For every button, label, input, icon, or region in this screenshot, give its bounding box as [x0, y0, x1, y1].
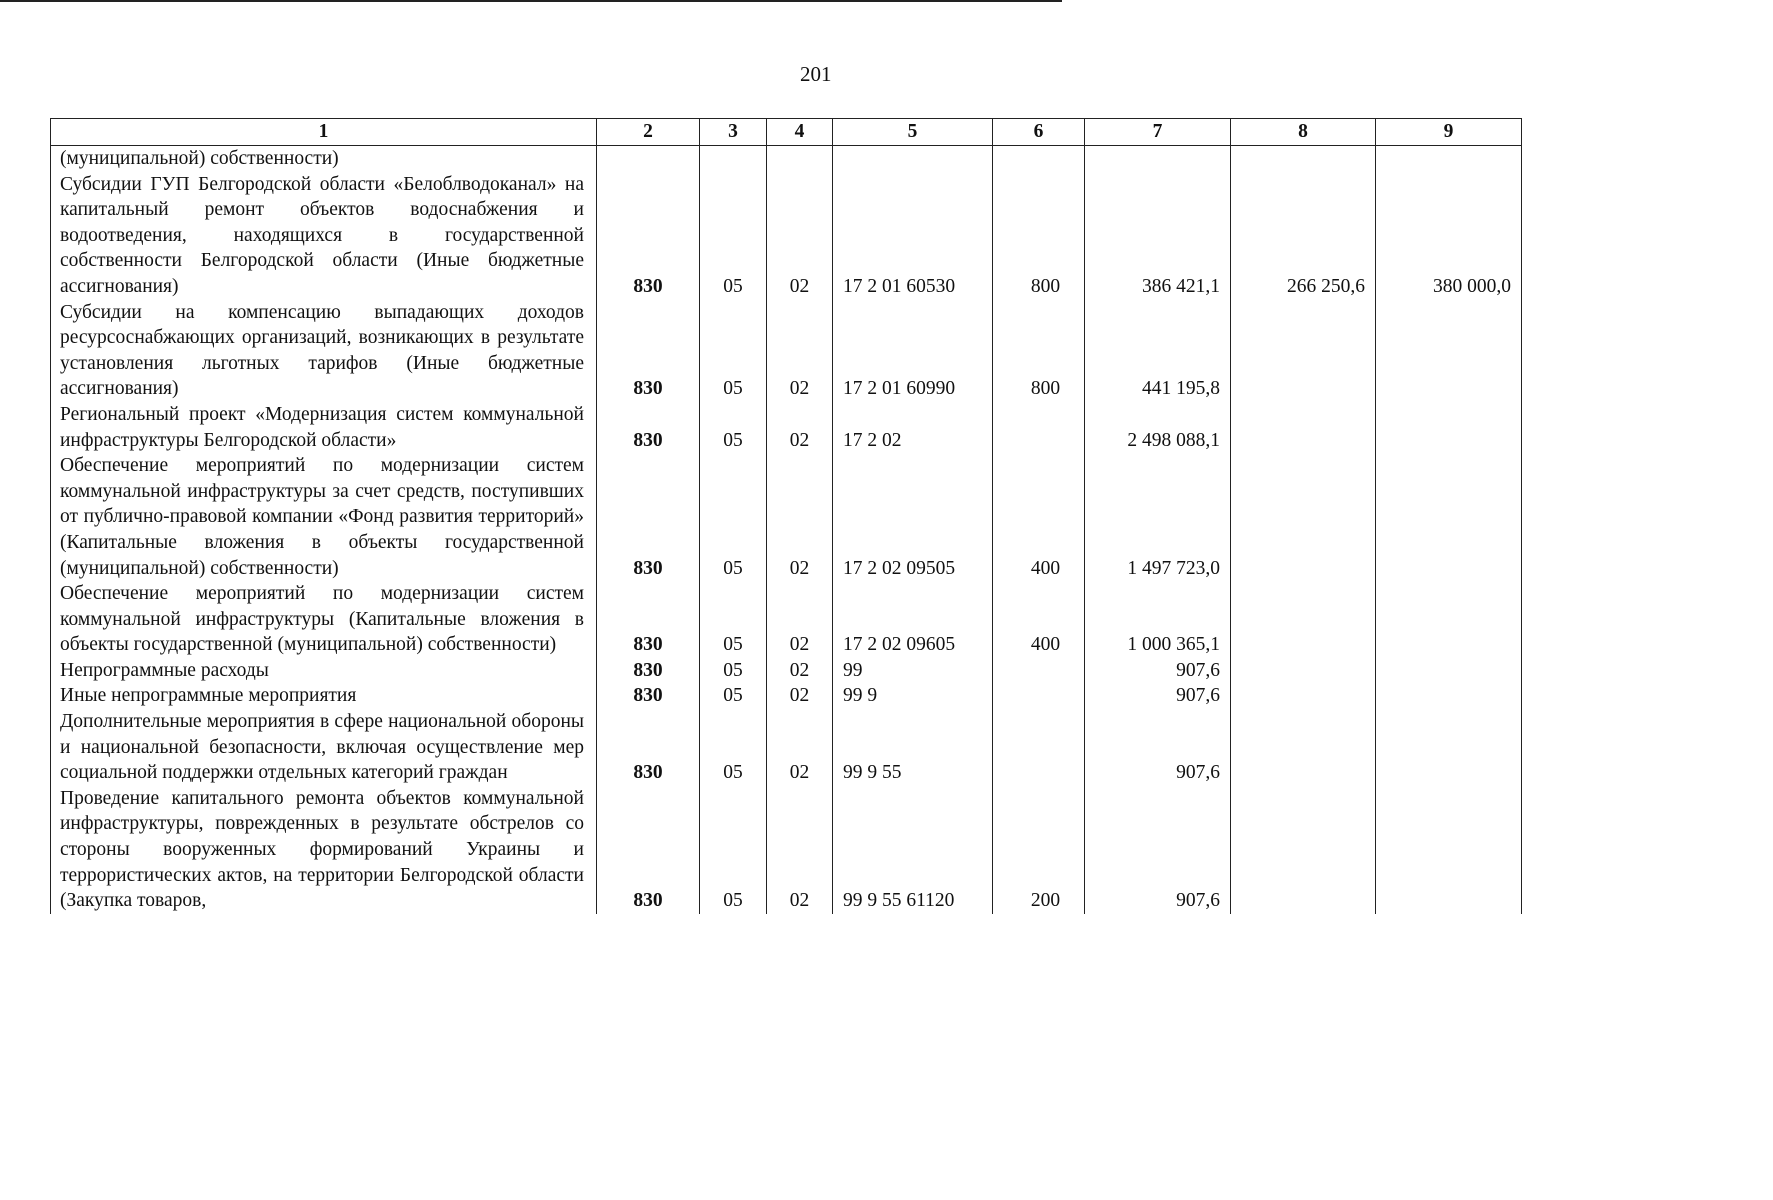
row-amount-col8	[1231, 581, 1376, 658]
row-amount-col7: 1 497 723,0	[1085, 453, 1231, 581]
row-section: 05	[700, 172, 767, 300]
row-amount-col8	[1231, 658, 1376, 684]
row-amount-col7	[1085, 146, 1231, 172]
table-row	[51, 581, 1522, 658]
row-subsection: 02	[767, 172, 833, 300]
budget-table	[50, 118, 1522, 914]
row-amount-col9: 380 000,0	[1376, 172, 1522, 300]
header-col-5: 5	[833, 119, 993, 146]
table-row	[51, 658, 1522, 684]
row-section: 05	[700, 683, 767, 709]
row-target-article	[833, 146, 993, 172]
row-expense-type: 200	[993, 786, 1085, 914]
row-name: Обеспечение мероприятий по модернизации систем коммунальной инфраструктуры (Капитальные вложения в объекты государственной (муниципальной) собственности)	[51, 581, 597, 658]
row-amount-col8	[1231, 683, 1376, 709]
row-code: 830	[597, 709, 700, 786]
row-section: 05	[700, 581, 767, 658]
row-subsection: 02	[767, 402, 833, 453]
row-code: 830	[597, 402, 700, 453]
row-name: (муниципальной) собственности)	[51, 146, 597, 172]
table-row	[51, 683, 1522, 709]
row-section: 05	[700, 658, 767, 684]
row-expense-type: 400	[993, 453, 1085, 581]
table-row	[51, 786, 1522, 914]
row-section: 05	[700, 300, 767, 402]
row-amount-col7: 907,6	[1085, 683, 1231, 709]
row-amount-col8	[1231, 402, 1376, 453]
row-amount-col9	[1376, 146, 1522, 172]
row-name: Региональный проект «Модернизация систем коммунальной инфраструктуры Белгородской области»	[51, 402, 597, 453]
row-target-article: 17 2 01 60530	[833, 172, 993, 300]
row-amount-col8	[1231, 146, 1376, 172]
row-name: Обеспечение мероприятий по модернизации систем коммунальной инфраструктуры за счет средств, поступивших от публично-правовой компании «Фонд развития территорий» (Капитальные вложения в объекты государственной (муниципальной) собственности)	[51, 453, 597, 581]
row-section: 05	[700, 786, 767, 914]
row-name: Непрограммные расходы	[51, 658, 597, 684]
row-code: 830	[597, 453, 700, 581]
row-subsection: 02	[767, 453, 833, 581]
row-name: Субсидии ГУП Белгородской области «Белоблводоканал» на капитальный ремонт объектов водоснабжения и водоотведения, находящихся в государственной собственности Белгородской области (Иные бюджетные ассигнования)	[51, 172, 597, 300]
header-col-2: 2	[597, 119, 700, 146]
row-target-article: 17 2 02	[833, 402, 993, 453]
row-amount-col7: 907,6	[1085, 658, 1231, 684]
table-row	[51, 453, 1522, 581]
row-target-article: 17 2 02 09505	[833, 453, 993, 581]
row-target-article: 99 9	[833, 683, 993, 709]
row-amount-col8	[1231, 453, 1376, 581]
row-expense-type	[993, 683, 1085, 709]
table-body	[51, 146, 1522, 914]
table-row	[51, 172, 1522, 300]
row-amount-col9	[1376, 300, 1522, 402]
row-code: 830	[597, 172, 700, 300]
header-col-9: 9	[1376, 119, 1522, 146]
row-amount-col7: 1 000 365,1	[1085, 581, 1231, 658]
row-subsection	[767, 146, 833, 172]
row-amount-col9	[1376, 658, 1522, 684]
row-code: 830	[597, 658, 700, 684]
row-subsection: 02	[767, 300, 833, 402]
row-amount-col8	[1231, 709, 1376, 786]
row-amount-col7: 2 498 088,1	[1085, 402, 1231, 453]
row-expense-type: 800	[993, 172, 1085, 300]
row-section	[700, 146, 767, 172]
table-row	[51, 146, 1522, 172]
row-section: 05	[700, 709, 767, 786]
row-amount-col9	[1376, 453, 1522, 581]
row-amount-col7: 907,6	[1085, 709, 1231, 786]
header-col-6: 6	[993, 119, 1085, 146]
row-name: Иные непрограммные мероприятия	[51, 683, 597, 709]
row-amount-col7: 441 195,8	[1085, 300, 1231, 402]
table-row	[51, 402, 1522, 453]
row-code: 830	[597, 300, 700, 402]
row-name: Дополнительные мероприятия в сфере национальной обороны и национальной безопасности, включая осуществление мер социальной поддержки отдельных категорий граждан	[51, 709, 597, 786]
row-expense-type: 400	[993, 581, 1085, 658]
page-number: 201	[800, 62, 832, 86]
row-name: Субсидии на компенсацию выпадающих доходов ресурсоснабжающих организаций, возникающих в результате установления льготных тарифов (Иные бюджетные ассигнования)	[51, 300, 597, 402]
row-subsection: 02	[767, 786, 833, 914]
row-expense-type	[993, 709, 1085, 786]
row-amount-col9	[1376, 402, 1522, 453]
header-col-3: 3	[700, 119, 767, 146]
top-rule	[0, 0, 1062, 2]
row-code	[597, 146, 700, 172]
row-section: 05	[700, 402, 767, 453]
table-row	[51, 300, 1522, 402]
row-target-article: 99	[833, 658, 993, 684]
row-amount-col9	[1376, 683, 1522, 709]
row-amount-col9	[1376, 786, 1522, 914]
row-subsection: 02	[767, 658, 833, 684]
row-amount-col8: 266 250,6	[1231, 172, 1376, 300]
row-subsection: 02	[767, 683, 833, 709]
row-expense-type	[993, 658, 1085, 684]
row-target-article: 17 2 02 09605	[833, 581, 993, 658]
row-section: 05	[700, 453, 767, 581]
header-col-1: 1	[51, 119, 597, 146]
row-expense-type	[993, 146, 1085, 172]
row-amount-col7: 907,6	[1085, 786, 1231, 914]
header-col-8: 8	[1231, 119, 1376, 146]
header-col-4: 4	[767, 119, 833, 146]
row-amount-col9	[1376, 581, 1522, 658]
row-name: Проведение капитального ремонта объектов коммунальной инфраструктуры, поврежденных в результате обстрелов со стороны вооруженных формирований Украины и террористических актов, на территории Белгородской области (Закупка товаров,	[51, 786, 597, 914]
row-expense-type	[993, 402, 1085, 453]
row-code: 830	[597, 786, 700, 914]
row-expense-type: 800	[993, 300, 1085, 402]
row-amount-col9	[1376, 709, 1522, 786]
row-amount-col8	[1231, 786, 1376, 914]
row-amount-col8	[1231, 300, 1376, 402]
row-target-article: 17 2 01 60990	[833, 300, 993, 402]
row-code: 830	[597, 683, 700, 709]
row-target-article: 99 9 55	[833, 709, 993, 786]
row-code: 830	[597, 581, 700, 658]
row-amount-col7: 386 421,1	[1085, 172, 1231, 300]
header-row	[51, 119, 1522, 146]
row-target-article: 99 9 55 61120	[833, 786, 993, 914]
row-subsection: 02	[767, 581, 833, 658]
row-subsection: 02	[767, 709, 833, 786]
table-row	[51, 709, 1522, 786]
header-col-7: 7	[1085, 119, 1231, 146]
